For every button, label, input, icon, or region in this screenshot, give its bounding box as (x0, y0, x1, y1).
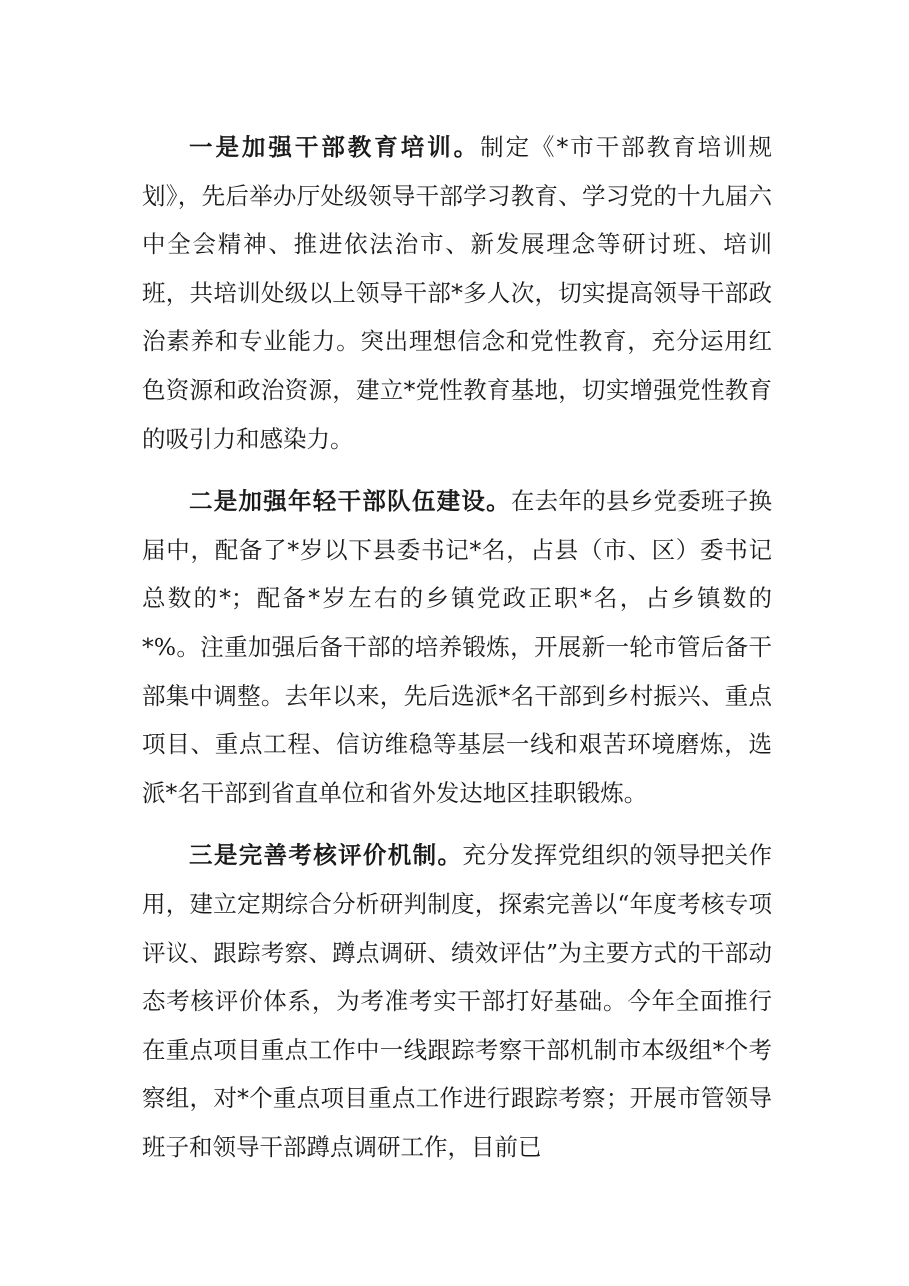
document-body (142, 123, 772, 1185)
paragraph-heading: 三是完善考核评价机制。 (189, 841, 463, 870)
paragraph-text: 充分发挥党组织的领导把关作用，建立定期综合分析研判制度，探索完善以“年度考核专项评议、跟踪考察、蹲点调研、绩效评估”为主要方式的干部动态考核评价体系，为考准考实干部打好基础。今年全面推行在重点项目重点工作中一线跟踪考察干部机制市本级组*个考察组，对*个重点项目重点工作进行跟踪考察；开展市管领导班子和领导干部蹲点调研工作，目前已 (142, 841, 773, 1161)
paragraph-text: 在去年的县乡党委班子换届中，配备了*岁以下县委书记*名，占县（市、区）委书记总数的*；配备*岁左右的乡镇党政正职*名，占乡镇数的*%。注重加强后备干部的培养锻炼，开展新一轮市管后备干部集中调整。去年以来，先后选派*名干部到乡村振兴、重点项目、重点工程、信访维稳等基层一线和艰苦环境磨炼，选派*名干部到省直单位和省外发达地区挂职锻炼。 (142, 487, 773, 807)
paragraph-education-training (142, 123, 772, 463)
paragraph-heading: 二是加强年轻干部队伍建设。 (189, 487, 511, 516)
paragraph-heading: 一是加强干部教育培训。 (189, 133, 481, 161)
paragraph-text: 制定《*市干部教育培训规划》，先后举办厅处级领导干部学习教育、学习党的十九届六中全会精神、推进依法治市、新发展理念等研讨班、培训班，共培训处级以上领导干部*多人次，切实提高领导干部政治素养和专业能力。突出理想信念和党性教育，充分运用红色资源和政治资源，建立*党性教育基地，切实增强党性教育的吸引力和感染力。 (142, 133, 772, 453)
paragraph-evaluation-mechanism (142, 831, 772, 1171)
paragraph-young-cadres (142, 477, 772, 817)
